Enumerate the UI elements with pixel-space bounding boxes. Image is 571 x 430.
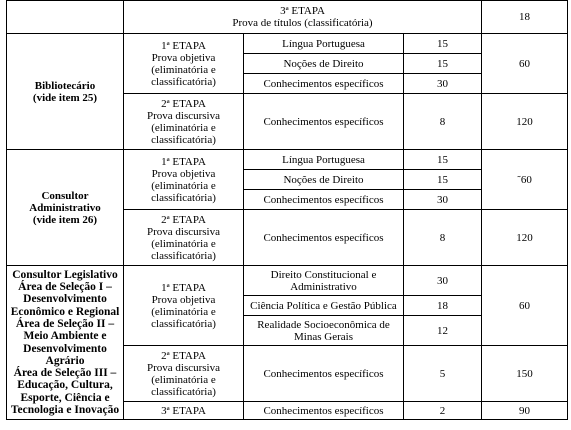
cargo-line: Tecnologia e Inovação [10,403,120,416]
qty-cell: 15 [404,170,482,190]
subject-cell: Noções de Direito [244,54,404,74]
qty-cell: 2 [404,402,482,420]
stage-line: classificatória) [151,249,216,262]
cargo-cell [7,266,124,420]
stage-title: 1ª ETAPA [161,155,206,168]
subject-cell [244,316,404,346]
points-cell: ˜60 [482,150,568,210]
stage-cell [124,210,244,266]
cargo-line: Desenvolvimento [23,342,107,355]
cargo-line: Esporte, Ciência e [20,391,110,404]
table-row [7,150,568,170]
cargo-cell [7,34,124,150]
cargo-name: Consultor [41,189,89,202]
qty-cell: 18 [404,296,482,316]
cargo-line: Educação, Cultura, [17,379,113,392]
stage-cell [124,346,244,402]
cargo-line: Desenvolvimento [23,293,107,306]
points-cell: 60 [482,34,568,94]
stage-line: Prova discursiva [146,225,220,238]
subject-line: Realidade Socioeconômica de [257,318,390,331]
stage-cell [124,34,244,94]
stage-cell [124,1,482,34]
subject-cell: Conhecimentos específicos [244,190,404,210]
stage-cell [124,94,244,150]
stage-line: classificatória) [151,317,216,330]
cargo-line: Área de Seleção I – [18,281,112,294]
exam-stages-table [6,0,568,420]
stage-title: 2ª ETAPA [161,349,206,362]
cargo-line: Área de Seleção III – [13,367,117,380]
subject-cell: Conhecimentos específicos [244,346,404,402]
stage-line: classificatória) [151,75,216,88]
stage-line: Prova objetiva [151,293,216,306]
qty-cell: 15 [404,150,482,170]
points-cell: 90 [482,402,568,420]
qty-cell: 5 [404,346,482,402]
subject-cell: Noções de Direito [244,170,404,190]
points-cell: 150 [482,346,568,402]
stage-description: Prova de títulos (classificatória) [232,17,373,29]
cargo-name: Administrativo [29,201,101,214]
stage-line: Prova objetiva [151,167,216,180]
cargo-reference: (vide item 26) [32,213,98,226]
stage-title: 1ª ETAPA [161,39,206,52]
cargo-line: Econômico e Regional [10,305,120,318]
stage-cell [124,266,244,346]
points-cell: 120 [482,94,568,150]
qty-cell: 12 [404,316,482,346]
stage-line: (eliminatória e [151,179,216,192]
stage-line: (eliminatória e [151,305,216,318]
stage-line: Prova discursiva [146,109,220,122]
subject-cell: Língua Portuguesa [244,34,404,54]
stage-title: 1ª ETAPA [161,281,206,294]
points-cell: 18 [482,1,568,34]
table-row [7,1,568,34]
stage-line: (eliminatória e [151,373,216,386]
qty-cell: 15 [404,54,482,74]
stage-title: 3ª ETAPA [161,404,206,417]
subject-cell: Conhecimentos específicos [244,210,404,266]
subject-cell: Ciência Política e Gestão Pública [244,296,404,316]
qty-cell: 15 [404,34,482,54]
stage-line: classificatória) [151,133,216,146]
stage-line: Prova objetiva [151,51,216,64]
qty-cell: 30 [404,74,482,94]
stage-title: 3ª ETAPA [280,5,325,17]
stage-line: Prova discursiva [146,361,220,374]
qty-cell: 8 [404,94,482,150]
stage-line: (eliminatória e [151,237,216,250]
subject-line: Direito Constitucional e [270,268,377,281]
cargo-name: Bibliotecário [34,79,96,92]
qty-cell: 8 [404,210,482,266]
stage-title: 2ª ETAPA [161,97,206,110]
table-row [7,266,568,296]
stage-line: (eliminatória e [151,121,216,134]
subject-cell [244,266,404,296]
subject-cell: Conhecimentos específicos [244,94,404,150]
subject-cell: Conhecimentos específicos [244,402,404,420]
subject-cell: Conhecimentos específicos [244,74,404,94]
cargo-line: Consultor Legislativo [12,268,118,281]
subject-cell: Língua Portuguesa [244,150,404,170]
cargo-line: Meio Ambiente e [23,330,107,343]
qty-cell: 30 [404,190,482,210]
stage-line: classificatória) [151,385,216,398]
cargo-line: Agrário [45,354,85,367]
stage-line: classificatória) [151,191,216,204]
cargo-line: Área de Seleção II – [15,317,115,330]
cargo-cell [7,150,124,266]
subject-line: Administrativo [290,280,357,293]
cargo-reference: (vide item 25) [32,91,98,104]
points-cell: 60 [482,266,568,346]
table-row [7,34,568,54]
stage-line: (eliminatória e [151,63,216,76]
empty-cell [7,1,124,34]
stage-title: 2ª ETAPA [161,213,206,226]
subject-line: Minas Gerais [294,330,353,343]
stage-cell [124,402,244,420]
points-cell: 120 [482,210,568,266]
stage-cell [124,150,244,210]
qty-cell: 30 [404,266,482,296]
